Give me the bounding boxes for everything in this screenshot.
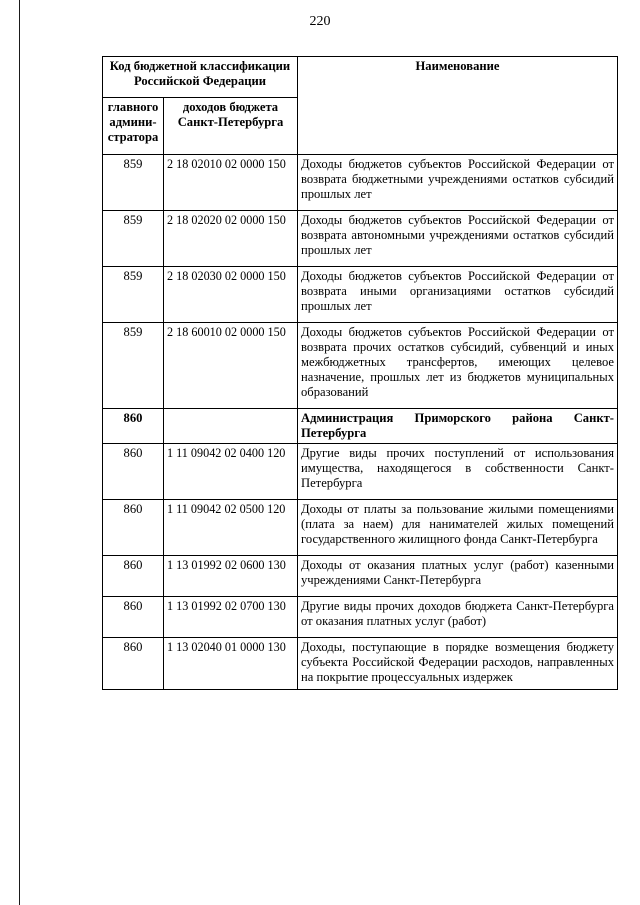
scan-edge-line [19, 0, 20, 905]
table-row [103, 500, 618, 556]
header-name: Наименование [298, 57, 618, 155]
table-row [103, 323, 618, 409]
admin-code-cell: 859 [103, 211, 164, 267]
header-income: доходов бюджета Санкт-Петербурга [164, 98, 298, 155]
table-body [103, 155, 618, 690]
admin-code-cell: 860 [103, 556, 164, 597]
name-cell: Доходы бюджетов субъектов Российской Федерации от возврата автономными учреждениями остатков субсидий прошлых лет [298, 211, 618, 267]
name-cell: Другие виды прочих доходов бюджета Санкт-Петербурга от оказания платных услуг (работ) [298, 597, 618, 638]
admin-code-cell: 859 [103, 155, 164, 211]
admin-code-cell: 860 [103, 597, 164, 638]
name-cell: Доходы от оказания платных услуг (работ) казенными учреждениями Санкт-Петербурга [298, 556, 618, 597]
name-cell: Доходы, поступающие в порядке возмещения бюджету субъекта Российской Федерации расходов, направленных на покрытие процессуальных издержек [298, 638, 618, 690]
table-row [103, 155, 618, 211]
income-code-cell: 2 18 02020 02 0000 150 [164, 211, 298, 267]
income-code-cell: 1 13 02040 01 0000 130 [164, 638, 298, 690]
admin-code-cell: 860 [103, 638, 164, 690]
name-cell: Другие виды прочих поступлений от использования имущества, находящегося в собственности Санкт-Петербурга [298, 444, 618, 500]
admin-code-cell: 859 [103, 267, 164, 323]
table-row [103, 444, 618, 500]
budget-classification-table [102, 56, 618, 690]
admin-code-cell: 859 [103, 323, 164, 409]
income-code-cell: 2 18 02030 02 0000 150 [164, 267, 298, 323]
income-code-cell [164, 409, 298, 444]
income-code-cell: 1 11 09042 02 0400 120 [164, 444, 298, 500]
header-admin: главного админи-стратора [103, 98, 164, 155]
admin-code-cell: 860 [103, 409, 164, 444]
admin-code-cell: 860 [103, 500, 164, 556]
name-cell: Доходы бюджетов субъектов Российской Федерации от возврата иными организациями остатков субсидий прошлых лет [298, 267, 618, 323]
section-row [103, 409, 618, 444]
table-row [103, 597, 618, 638]
header-code-group: Код бюджетной классификации Российской Федерации [103, 57, 298, 98]
admin-code-cell: 860 [103, 444, 164, 500]
name-cell: Администрация Приморского района Санкт-Петербурга [298, 409, 618, 444]
income-code-cell: 2 18 60010 02 0000 150 [164, 323, 298, 409]
page-number: 220 [309, 14, 331, 29]
income-code-cell: 1 11 09042 02 0500 120 [164, 500, 298, 556]
income-code-cell: 2 18 02010 02 0000 150 [164, 155, 298, 211]
table-row [103, 638, 618, 690]
income-code-cell: 1 13 01992 02 0600 130 [164, 556, 298, 597]
name-cell: Доходы бюджетов субъектов Российской Федерации от возврата бюджетными учреждениями остатков субсидий прошлых лет [298, 155, 618, 211]
table-row [103, 267, 618, 323]
income-code-cell: 1 13 01992 02 0700 130 [164, 597, 298, 638]
name-cell: Доходы от платы за пользование жилыми помещениями (плата за наем) для нанимателей жилых помещений государственного жилищного фонда Санкт-Петербурга [298, 500, 618, 556]
name-cell: Доходы бюджетов субъектов Российской Федерации от возврата прочих остатков субсидий, субвенций и иных межбюджетных трансфертов, имеющих целевое назначение, прошлых лет из бюджетов муниципальных образований [298, 323, 618, 409]
table-row [103, 211, 618, 267]
table-row [103, 556, 618, 597]
